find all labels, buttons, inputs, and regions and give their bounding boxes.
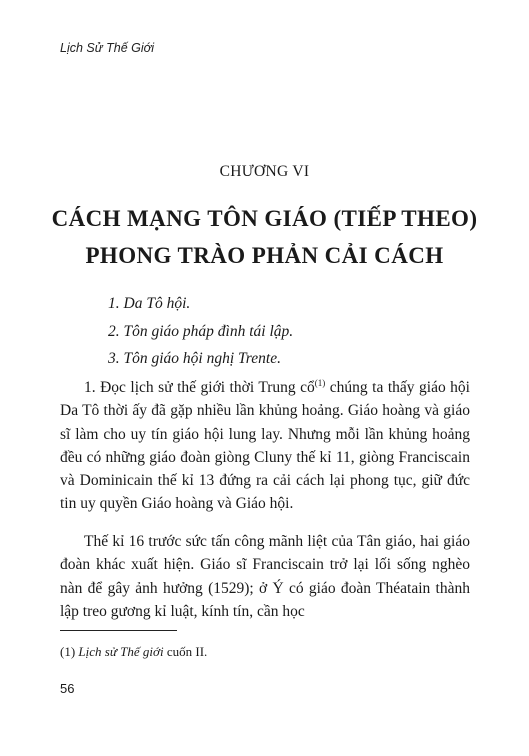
body-paragraph-2: Thế kỉ 16 trước sức tấn công mãnh liệt của Tân giáo, hai giáo đoàn khác xuất hiện. Giáo sĩ Franciscain trở lại lối sống nghèo nàn để gây ảnh hưởng (1529); ở Ý có giáo đoàn Théatain thành lập treo gương kỉ luật, kính tín, cần học (60, 533, 470, 620)
chapter-title-line-2: PHONG TRÀO PHẢN CẢI CÁCH (85, 243, 444, 268)
footnote-source-title: Lịch sử Thế giới (78, 644, 164, 659)
page-number: 56 (60, 681, 75, 696)
chapter-outline (108, 290, 293, 373)
footnote-divider (60, 630, 177, 631)
outline-item: 3. Tôn giáo hội nghị Trente. (108, 350, 281, 367)
outline-item: 1. Da Tô hội. (108, 295, 191, 312)
footnote-marker: (1) (60, 644, 76, 659)
chapter-label: CHƯƠNG VI (219, 163, 310, 180)
footnote-text: cuốn II. (163, 644, 208, 659)
body-paragraph-1 (60, 376, 470, 516)
footnote-reference: (1) (314, 378, 326, 388)
outline-item: 2. Tôn giáo pháp đình tái lập. (108, 322, 294, 340)
chapter-title-line-1: CÁCH MẠNG TÔN GIÁO (TIẾP THEO) (51, 206, 478, 231)
paragraph-text: chúng ta thấy giáo hội Da Tô thời ấy đã gặp nhiều lần khủng hoảng. Giáo hoàng và giáo sĩ làm cho uy tín giáo hội lung lay. Nhưng mỗi lần khủng hoảng đều có những giáo đoàn giòng Cluny thế kỉ 11, giòng Franciscain và Dominicain thế kỉ 13 đứng ra cải cách lại phong tục, giữ đức tin uy quyền Giáo hoàng và Giáo hội. (60, 379, 470, 513)
footnote (60, 644, 207, 660)
running-header: Lịch Sử Thế Giới (60, 41, 154, 55)
paragraph-text: 1. Đọc lịch sử thế giới thời Trung cổ (84, 379, 315, 396)
